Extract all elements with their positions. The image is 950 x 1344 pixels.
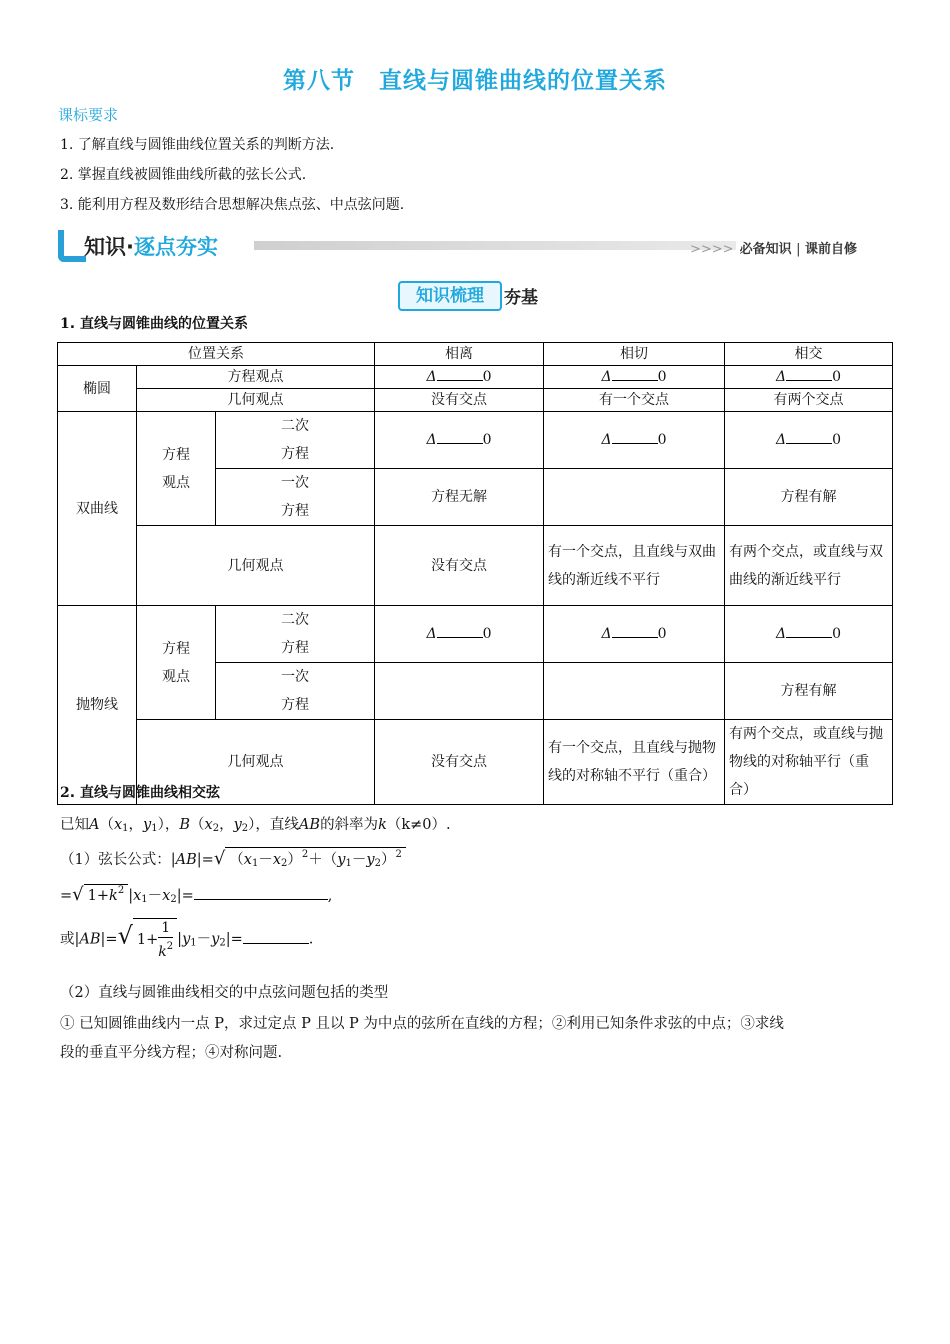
chord-formula-2: =√ $1+k^2$ |x1－x2|= ,: [60, 884, 333, 905]
cell-eq-view: 方程 观点: [137, 412, 216, 526]
cell-eq-view: 方程 观点: [137, 606, 216, 720]
requirement-item: 2. 掌握直线被圆锥曲线所截的弦长公式.: [60, 167, 307, 183]
chord-formula-1: （1）弦长公式：|AB|=√ $(x1-x2)^2+(y1-y2)^2$: [60, 847, 406, 869]
cell-geo-view: 几何观点: [137, 389, 375, 412]
cell-text: 有两个交点: [725, 389, 893, 412]
cell-text: 有一个交点，且直线与抛物线的对称轴不平行（重合）: [544, 720, 725, 805]
banner-right-label: >>>> 必备知识 | 课前自修: [690, 242, 858, 257]
requirements-heading: 课标要求: [58, 106, 119, 124]
cell-delta: Δ 0: [375, 366, 544, 389]
cell-geo-view: 几何观点: [137, 720, 375, 805]
cell-text: 方程有解: [725, 469, 893, 526]
table-header: 相离: [375, 343, 544, 366]
cell-delta: Δ 0: [375, 606, 544, 663]
requirement-item: 3. 能利用方程及数形结合思想解决焦点弦、中点弦问题.: [60, 197, 405, 213]
cell-delta: Δ 0: [544, 606, 725, 663]
row-label-ellipse: 椭圆: [58, 366, 137, 412]
given-line: 已知A（x1，y1），B（x2，y2），直线AB的斜率为k（k≠0）.: [60, 817, 451, 834]
subsection-box: 知识梳理: [398, 281, 502, 311]
requirement-item: 1. 了解直线与圆锥曲线位置关系的判断方法.: [60, 137, 335, 153]
cell-text: 有一个交点: [544, 389, 725, 412]
cell-empty: [544, 469, 725, 526]
banner-title: 知识·逐点夯实: [84, 235, 218, 259]
chevrons-icon: >>>>: [690, 242, 734, 257]
midpoint-types-2: 段的垂直平分线方程；④对称问题.: [60, 1045, 283, 1061]
cell-geo-view: 几何观点: [137, 526, 375, 606]
cell-quadratic: 二次 方程: [216, 412, 375, 469]
section-1-heading: 1. 直线与圆锥曲线的位置关系: [60, 316, 248, 332]
cell-delta: Δ 0: [725, 606, 893, 663]
section-banner: [58, 228, 858, 264]
row-label-hyperbola: 双曲线: [58, 412, 137, 606]
cell-quadratic: 二次 方程: [216, 606, 375, 663]
midpoint-types-1: ① 已知圆锥曲线内一点 P，求过定点 P 且以 P 为中点的弦所在直线的方程；②利用已知条件求弦的中点；③求线: [60, 1016, 784, 1032]
section-2-heading: 2. 直线与圆锥曲线相交弦: [60, 785, 220, 801]
chord-formula-3: 或|AB|=√ 1+ $\frac{1}{k^2}$ |y1－y2|= .: [60, 920, 314, 960]
page-title: 第八节 直线与圆锥曲线的位置关系: [283, 68, 667, 94]
cell-delta: Δ 0: [375, 412, 544, 469]
cell-eq-view: 方程观点: [137, 366, 375, 389]
cell-text: 没有交点: [375, 720, 544, 805]
cell-linear: 一次 方程: [216, 469, 375, 526]
cell-text: 没有交点: [375, 526, 544, 606]
cell-text: 有两个交点，或直线与抛物线的对称轴平行（重合）: [725, 720, 893, 805]
subsection-text: 夯基: [504, 288, 538, 308]
cell-empty: [375, 663, 544, 720]
cell-text: 没有交点: [375, 389, 544, 412]
relation-table: [57, 342, 893, 805]
row-label-parabola: 抛物线: [58, 606, 137, 805]
cell-text: 有两个交点，或直线与双曲线的渐近线平行: [725, 526, 893, 606]
banner-bracket-icon: [58, 230, 86, 262]
cell-delta: Δ 0: [544, 366, 725, 389]
table-header: 相交: [725, 343, 893, 366]
cell-delta: Δ 0: [544, 412, 725, 469]
cell-delta: Δ 0: [725, 366, 893, 389]
subsection-header: [398, 281, 556, 309]
cell-text: 有一个交点，且直线与双曲线的渐近线不平行: [544, 526, 725, 606]
cell-empty: [544, 663, 725, 720]
cell-text: 方程有解: [725, 663, 893, 720]
midpoint-title: （2）直线与圆锥曲线相交的中点弦问题包括的类型: [60, 985, 389, 1001]
table-header: 相切: [544, 343, 725, 366]
banner-divider: [254, 241, 736, 250]
table-header: 位置关系: [58, 343, 375, 366]
cell-delta: Δ 0: [725, 412, 893, 469]
cell-text: 方程无解: [375, 469, 544, 526]
cell-linear: 一次 方程: [216, 663, 375, 720]
